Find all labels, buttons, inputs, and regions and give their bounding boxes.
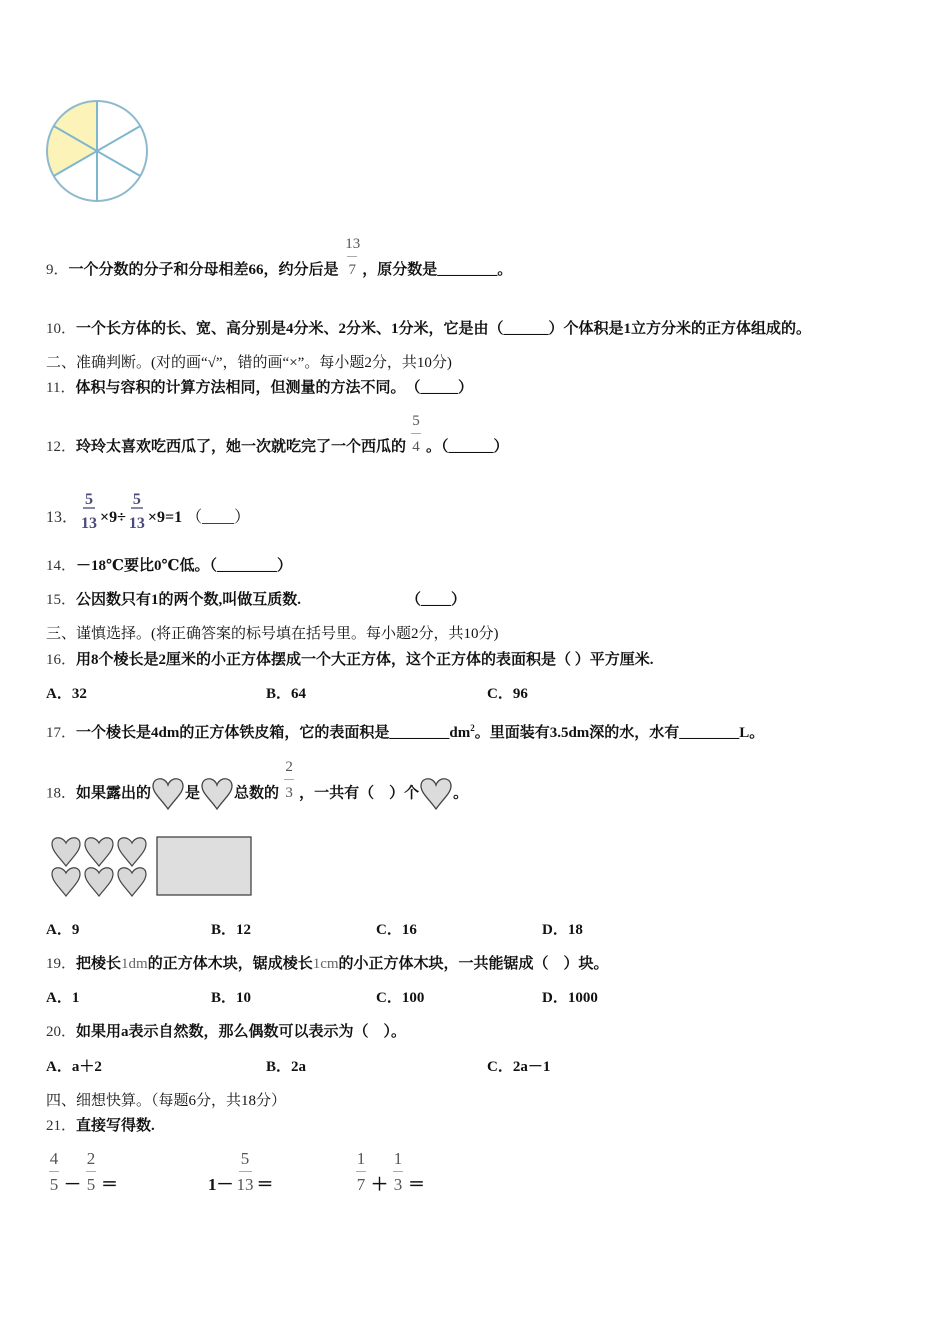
question-text: 公因数只有1的两个数,叫做互质数. xyxy=(76,592,302,608)
question-text: 是 xyxy=(185,785,201,802)
numerator: 1 xyxy=(356,1149,366,1168)
option-d[interactable]: D．1000 xyxy=(542,990,598,1006)
unit-text: 1dm xyxy=(121,956,148,972)
question-12 xyxy=(46,413,509,457)
question-text: 体积与容积的计算方法相同，但测量的方法不同。 （_____） xyxy=(75,380,473,396)
calc-3 xyxy=(351,1149,425,1195)
pie-circle-figure xyxy=(44,98,150,204)
equals: ＝ xyxy=(101,1175,118,1194)
equals: ＝ xyxy=(256,1175,274,1194)
question-15 xyxy=(46,590,467,610)
cover-box xyxy=(157,837,251,895)
fraction xyxy=(282,759,296,803)
fraction xyxy=(391,1149,405,1195)
question-text: 一个分数的分子和分母相差66，约分后是 xyxy=(68,262,339,278)
question-number: 13． xyxy=(46,509,79,526)
question-14 xyxy=(46,556,292,576)
question-9 xyxy=(46,236,513,280)
operator: － xyxy=(64,1175,81,1194)
superscript: 2 xyxy=(470,723,475,733)
option-d[interactable]: D．18 xyxy=(542,922,583,938)
unit-text: 1cm xyxy=(312,956,339,972)
numerator: 13 xyxy=(345,236,361,252)
heart-icon xyxy=(151,777,185,811)
denominator: 3 xyxy=(393,1175,403,1194)
numerator: 1 xyxy=(393,1149,403,1168)
question-number: 12． xyxy=(46,439,77,455)
question-10 xyxy=(46,319,811,339)
numerator: 5 xyxy=(132,491,141,508)
heart-icon xyxy=(419,777,453,811)
question-17 xyxy=(46,718,764,743)
fraction xyxy=(128,491,145,532)
denominator: 5 xyxy=(49,1175,59,1194)
question-number: 9． xyxy=(46,262,69,278)
question-19 xyxy=(46,954,609,974)
question-number: 11． xyxy=(46,380,76,396)
question-18 xyxy=(46,759,469,811)
section-2-heading: 二、准确判断。(对的画“√”，错的画“×”。每小题2分，共10分) xyxy=(46,355,452,371)
question-number: 17． xyxy=(46,725,77,741)
question-text: ，一共有（ ）个 xyxy=(299,785,420,802)
question-text: ，原分数是________。 xyxy=(362,262,513,278)
question-number: 20． xyxy=(46,1024,77,1040)
option-a[interactable]: A．9 xyxy=(46,922,80,938)
denominator: 7 xyxy=(348,262,357,278)
question-text: 把棱长 xyxy=(76,956,122,972)
heart-icon xyxy=(200,777,234,811)
question-21 xyxy=(46,1116,155,1136)
question-13 xyxy=(46,491,251,532)
answer-blank: （____） xyxy=(186,509,251,526)
denominator: 13 xyxy=(236,1175,254,1194)
fraction xyxy=(354,1149,368,1195)
fraction xyxy=(84,1149,98,1195)
question-20 xyxy=(46,1022,406,1042)
option-b[interactable]: B．2a xyxy=(266,1059,307,1075)
question-text: 如果用a表示自然数，那么偶数可以表示为（ ）。 xyxy=(76,1024,407,1040)
option-c[interactable]: C．96 xyxy=(487,686,528,702)
option-c[interactable]: C．2a－1 xyxy=(487,1059,551,1075)
option-a[interactable]: A．a＋2 xyxy=(46,1059,102,1075)
option-a[interactable]: A．32 xyxy=(46,686,87,702)
calc-2 xyxy=(208,1149,274,1195)
option-a[interactable]: A．1 xyxy=(46,990,80,1006)
question-text: 。 xyxy=(453,785,469,802)
denominator: 7 xyxy=(356,1175,366,1194)
operator: ＋ xyxy=(371,1175,388,1194)
question-text: 用8个棱长是2厘米的小正方体摆成一个大正方体，这个正方体的表面积是（ ）平方厘米. xyxy=(76,652,654,668)
numerator: 2 xyxy=(86,1149,96,1168)
section-3-heading: 三、谨慎选择。(将正确答案的标号填在括号里。每小题2分，共10分) xyxy=(46,626,499,642)
question-text: 玲玲太喜欢吃西瓜了，她一次就吃完了一个西瓜的 xyxy=(76,439,407,455)
question-text: －18℃要比0℃低。（________） xyxy=(76,558,292,574)
question-text: 如果露出的 xyxy=(76,785,152,802)
question-text: 一个棱长是4dm的正方体铁皮箱，它的表面积是________dm xyxy=(76,725,471,741)
denominator: 3 xyxy=(285,785,293,802)
question-number: 14． xyxy=(46,558,77,574)
fraction xyxy=(345,236,361,280)
question-number: 16． xyxy=(46,652,77,668)
option-c[interactable]: C．100 xyxy=(376,990,425,1006)
denominator: 5 xyxy=(86,1175,96,1194)
question-text: 总数的 xyxy=(234,785,280,802)
section-4-heading: 四、细想快算。（每题6分，共18分） xyxy=(46,1093,287,1109)
option-b[interactable]: B．10 xyxy=(211,990,252,1006)
question-text: 一个长方体的长、宽、高分别是4分米、2分米、1分米，它是由（______）个体积是1立方分米的正方体组成的。 xyxy=(76,321,812,337)
question-text: 的正方体木块，锯成棱长 xyxy=(147,956,313,972)
operator: ×9=1 xyxy=(147,509,183,526)
operand: 1－ xyxy=(208,1175,234,1194)
question-text: 。（______） xyxy=(426,439,509,455)
question-text: 直接写得数. xyxy=(76,1118,155,1134)
numerator: 4 xyxy=(49,1149,59,1168)
question-16 xyxy=(46,650,654,670)
question-number: 19． xyxy=(46,956,77,972)
numerator: 5 xyxy=(85,491,94,508)
question-11 xyxy=(46,378,473,398)
question-text: 。里面装有3.5dm深的水，水有________L。 xyxy=(474,725,765,741)
option-c[interactable]: C．16 xyxy=(376,922,417,938)
question-number: 10． xyxy=(46,321,77,337)
denominator: 13 xyxy=(128,515,145,532)
operator: ×9÷ xyxy=(100,509,126,526)
numerator: 2 xyxy=(285,759,293,776)
question-number: 18． xyxy=(46,785,77,802)
fraction xyxy=(236,1149,254,1195)
answer-blank: （____） xyxy=(406,592,467,608)
question-number: 15． xyxy=(46,592,77,608)
fraction xyxy=(81,491,98,532)
option-b[interactable]: B．12 xyxy=(211,922,252,938)
question-text: 的小正方体木块，一共能锯成（ ）块。 xyxy=(338,956,609,972)
question-number: 21． xyxy=(46,1118,77,1134)
fraction xyxy=(47,1149,61,1195)
hearts-and-cover-figure xyxy=(48,835,254,899)
equals: ＝ xyxy=(408,1175,425,1194)
numerator: 5 xyxy=(240,1149,250,1168)
denominator: 4 xyxy=(412,439,420,455)
denominator: 13 xyxy=(81,515,98,532)
fraction xyxy=(409,413,423,457)
option-b[interactable]: B．64 xyxy=(266,686,307,702)
calc-1 xyxy=(44,1149,118,1195)
numerator: 5 xyxy=(412,413,420,429)
